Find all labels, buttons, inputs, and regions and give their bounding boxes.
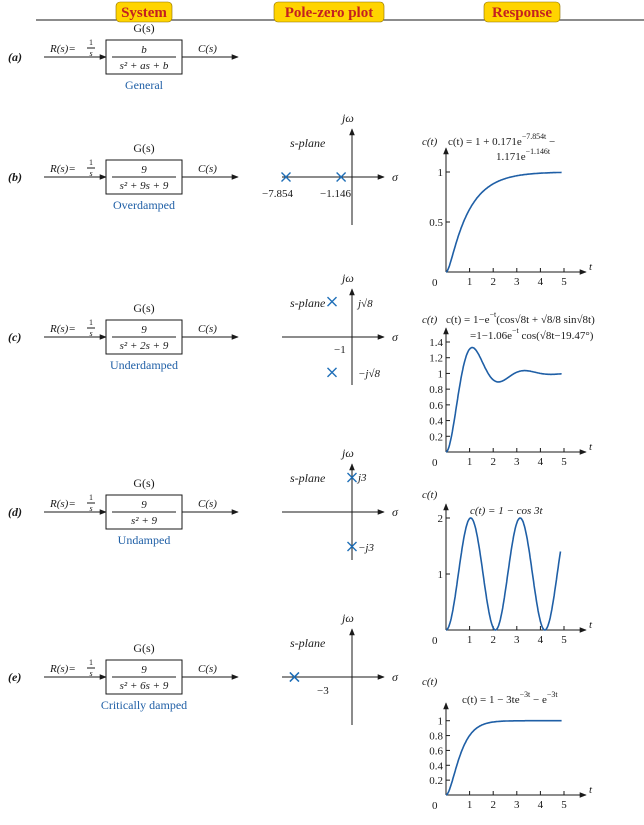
y-tick-label: 0.8 xyxy=(429,384,443,397)
equation-line-1: $c(t) = 1 + 0.171e^{-7.854t}$ − xyxy=(448,132,556,148)
sigma-label: σ xyxy=(392,670,398,684)
system-type: Undamped xyxy=(117,533,171,547)
equation-line-2: $1.171e^{-1.146t}$ xyxy=(496,147,551,163)
input-frac-num: 1 xyxy=(89,318,93,327)
y-tick-label: 2 xyxy=(437,513,443,525)
input-frac-num: 1 xyxy=(89,493,93,502)
y-tick-label: 0 xyxy=(432,277,438,289)
x-tick-label: 3 xyxy=(514,276,520,288)
block-label-gs: G(s) xyxy=(133,21,155,35)
input-label: R(s)= xyxy=(50,323,76,335)
jw-label: jω xyxy=(342,446,354,460)
output-label: C(s) xyxy=(198,43,217,55)
y-tick-label: 0.4 xyxy=(429,760,443,773)
input-frac-num: 1 xyxy=(89,38,93,47)
input-frac-den: s xyxy=(89,49,93,58)
row-label: (b) xyxy=(8,170,22,184)
block-numerator: b xyxy=(141,44,147,56)
y-tick-label: 1 xyxy=(437,715,443,728)
block-denominator: s² + 2s + 9 xyxy=(119,340,169,352)
row-e xyxy=(8,611,593,812)
output-label: C(s) xyxy=(198,498,217,510)
row-label: (c) xyxy=(8,330,22,344)
x-tick-label: 5 xyxy=(561,634,567,646)
system-type: Underdamped xyxy=(110,358,178,372)
response-curve xyxy=(446,172,562,272)
block-denominator: s² + 9s + 9 xyxy=(119,180,169,192)
jw-label: jω xyxy=(342,611,354,625)
row-a xyxy=(8,21,238,92)
jw-label: jω xyxy=(342,271,354,285)
output-label: C(s) xyxy=(198,323,217,335)
row-b xyxy=(8,111,593,289)
x-tick-label: 4 xyxy=(537,276,544,288)
pole-label: −1 xyxy=(334,344,346,356)
block-numerator: 9 xyxy=(141,499,147,511)
block-label-gs: G(s) xyxy=(133,301,155,315)
row-label: (d) xyxy=(8,505,22,519)
pole-label: j√8 xyxy=(358,298,373,310)
y-tick-label: 1 xyxy=(437,569,443,581)
block-numerator: 9 xyxy=(141,664,147,676)
response-curve xyxy=(446,518,561,630)
y-tick-label: 0.8 xyxy=(429,730,443,743)
y-tick-label: 0.2 xyxy=(429,431,443,444)
t-label: t xyxy=(589,784,593,796)
header-response: Response xyxy=(491,5,553,21)
response-curve xyxy=(446,721,562,795)
x-tick-label: 1 xyxy=(466,276,473,288)
block-label-gs: G(s) xyxy=(133,641,155,655)
y-tick-label: 0.6 xyxy=(429,399,443,412)
sigma-label: σ xyxy=(392,330,398,344)
input-label: R(s)= xyxy=(50,663,76,675)
x-tick-label: 3 xyxy=(514,634,520,646)
sigma-label: σ xyxy=(392,170,398,184)
ct-label: c(t) xyxy=(422,676,438,688)
ct-label: c(t) xyxy=(422,489,438,501)
y-tick-label: 0.2 xyxy=(429,775,443,788)
header-system: System xyxy=(121,5,167,21)
row-label: (a) xyxy=(8,50,22,64)
y-tick-label: 0 xyxy=(432,635,438,647)
t-label: t xyxy=(589,441,593,453)
input-frac-num: 1 xyxy=(89,658,93,667)
y-tick-label: 1 xyxy=(437,368,443,381)
x-tick-label: 4 xyxy=(537,634,544,646)
system-type: Overdamped xyxy=(113,198,175,212)
splane-label: s-plane xyxy=(290,136,326,150)
input-frac-den: s xyxy=(89,669,93,678)
row-c xyxy=(8,271,595,469)
input-frac-den: s xyxy=(89,169,93,178)
x-tick-label: 4 xyxy=(537,456,544,468)
x-tick-label: 1 xyxy=(466,799,473,811)
block-label-gs: G(s) xyxy=(133,476,155,490)
input-frac-num: 1 xyxy=(89,158,93,167)
pole-label: −7.854 xyxy=(262,188,293,200)
x-tick-label: 2 xyxy=(490,634,496,646)
output-label: C(s) xyxy=(198,663,217,675)
equation-line-1: c(t) = 1 − cos 3t xyxy=(470,505,543,517)
header-row xyxy=(36,2,644,22)
x-tick-label: 1 xyxy=(466,456,473,468)
input-label: R(s)= xyxy=(50,43,76,55)
x-tick-label: 3 xyxy=(514,799,520,811)
input-label: R(s)= xyxy=(50,163,76,175)
y-tick-label: 0 xyxy=(432,457,438,469)
x-tick-label: 2 xyxy=(490,456,496,468)
block-denominator: s² + as + b xyxy=(119,60,169,72)
x-tick-label: 1 xyxy=(466,634,473,646)
y-tick-label: 0.5 xyxy=(429,217,443,229)
row-d xyxy=(8,446,593,647)
pole-label: j3 xyxy=(358,472,367,484)
y-tick-label: 0.4 xyxy=(429,415,443,428)
equation-line-1: $c(t) = 1 - 3te^{-3t} - e^{-3t}$ xyxy=(462,690,558,706)
x-tick-label: 2 xyxy=(490,276,496,288)
input-frac-den: s xyxy=(89,329,93,338)
x-tick-label: 5 xyxy=(561,799,567,811)
response-curve xyxy=(446,348,562,452)
y-tick-label: 1.2 xyxy=(429,352,443,365)
sigma-label: σ xyxy=(392,505,398,519)
y-tick-label: 1.4 xyxy=(429,337,443,349)
equation-line-2: $=1-1.06e^{-t}$ cos(√8t−19.47°) xyxy=(470,326,594,342)
x-tick-label: 5 xyxy=(561,456,567,468)
header-pole-zero: Pole-zero plot xyxy=(284,5,374,21)
pole-marker xyxy=(328,368,337,377)
jw-label: jω xyxy=(342,111,354,125)
block-denominator: s² + 6s + 9 xyxy=(119,680,169,692)
block-numerator: 9 xyxy=(141,164,147,176)
y-tick-label: 0.6 xyxy=(429,745,443,758)
splane-label: s-plane xyxy=(290,636,326,650)
t-label: t xyxy=(589,261,593,273)
block-label-gs: G(s) xyxy=(133,141,155,155)
x-tick-label: 3 xyxy=(514,456,520,468)
t-label: t xyxy=(589,619,593,631)
x-tick-label: 4 xyxy=(537,799,544,811)
input-frac-den: s xyxy=(89,504,93,513)
block-numerator: 9 xyxy=(141,324,147,336)
pole-marker xyxy=(328,297,337,306)
pole-label: −3 xyxy=(317,685,329,697)
ct-label: c(t) xyxy=(422,314,438,326)
splane-label: s-plane xyxy=(290,471,326,485)
input-label: R(s)= xyxy=(50,498,76,510)
y-tick-label: 0 xyxy=(432,800,438,812)
x-tick-label: 5 xyxy=(561,276,567,288)
splane-label: s-plane xyxy=(290,296,326,310)
equation-line-1: $c(t) = 1-e^{-t}(\cos√8t + √8/8$ sin√8t) xyxy=(446,310,595,326)
pole-label: −1.146 xyxy=(320,188,351,200)
system-type: General xyxy=(125,78,163,92)
block-denominator: s² + 9 xyxy=(130,515,158,527)
pole-label: −j√8 xyxy=(358,368,381,380)
y-tick-label: 1 xyxy=(437,167,443,179)
row-label: (e) xyxy=(8,670,22,684)
x-tick-label: 2 xyxy=(490,799,496,811)
ct-label: c(t) xyxy=(422,136,438,148)
system-type: Critically damped xyxy=(100,698,188,712)
pole-label: −j3 xyxy=(358,542,374,554)
output-label: C(s) xyxy=(198,163,217,175)
